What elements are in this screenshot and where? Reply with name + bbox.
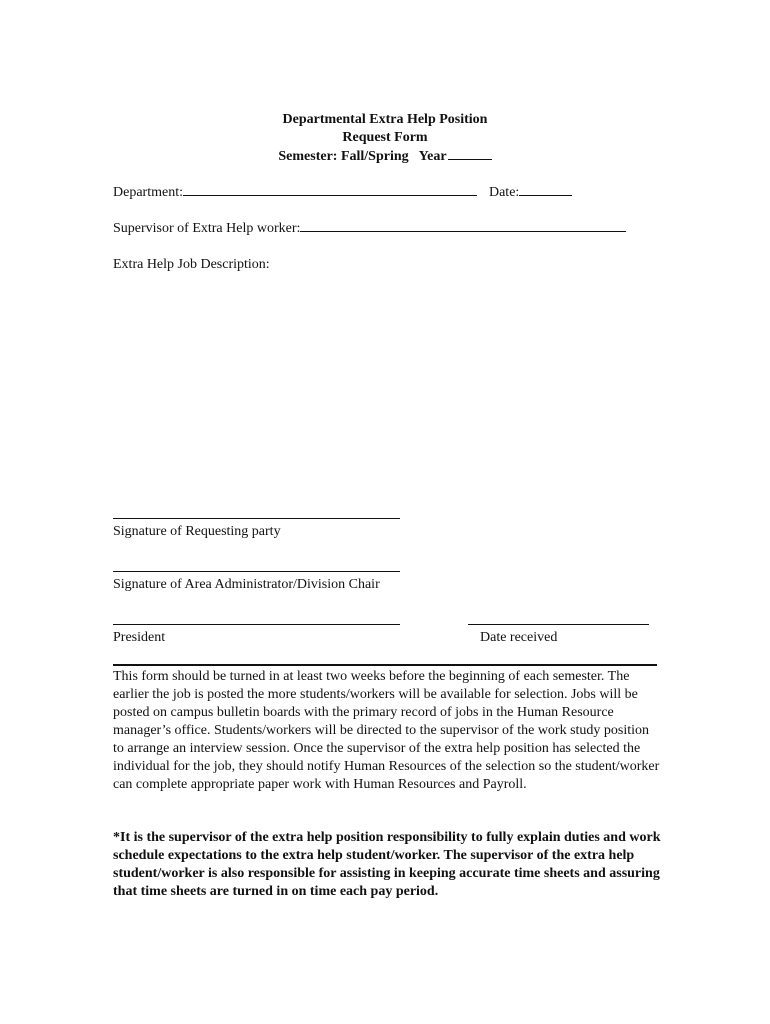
supervisor-responsibility-note: *It is the supervisor of the extra help position responsibility to fully explain duties and work schedule expectations to the extra help student/worker. The supervisor of the extra help student/worker is also responsible for assisting in keeping accurate time sheets and assuring that time sheets are turned in on time each pay period. (113, 830, 661, 899)
requesting-party-signature-label: Signature of Requesting party (113, 524, 281, 539)
department-field[interactable] (183, 183, 477, 196)
date-received-line[interactable] (468, 624, 649, 625)
supervisor-label: Supervisor of Extra Help worker: (113, 221, 301, 236)
date-field[interactable] (519, 183, 572, 196)
year-field[interactable] (448, 147, 492, 160)
form-title (0, 111, 770, 166)
area-admin-signature-label: Signature of Area Administrator/Division Chair (113, 577, 380, 592)
area-admin-signature-line[interactable] (113, 571, 400, 572)
title-line-3 (0, 147, 770, 166)
president-signature-label: President (113, 630, 166, 645)
president-signature-line[interactable] (113, 624, 400, 625)
supervisor-field[interactable] (300, 219, 626, 232)
date-label: Date: (488, 185, 520, 200)
job-description-row (113, 256, 270, 274)
department-row (113, 183, 572, 202)
supervisor-row (113, 219, 626, 238)
date-received-label: Date received (480, 630, 558, 645)
title-line-1: Departmental Extra Help Position (282, 112, 488, 127)
department-label: Department: (113, 185, 183, 200)
job-description-label: Extra Help Job Description: (113, 257, 270, 272)
semester-year-label: Semester: Fall/Spring Year (278, 149, 447, 164)
title-line-2: Request Form (342, 130, 428, 145)
section-divider (113, 664, 657, 666)
instructions-paragraph: This form should be turned in at least two weeks before the beginning of each semester. The earlier the job is posted the more students/workers will be available for selection. Jobs will be posted on campus bulletin boards with the primary record of jobs in the Human Resource manager’s office. Students/workers will be directed to the supervisor of the work study position to arrange an interview session. Once the supervisor of the extra help position has selected the individual for the job, they should notify Human Resources of the selection so the student/worker can complete appropriate paper work with Human Resources and Payroll. (113, 669, 660, 792)
requesting-party-signature-line[interactable] (113, 518, 400, 519)
